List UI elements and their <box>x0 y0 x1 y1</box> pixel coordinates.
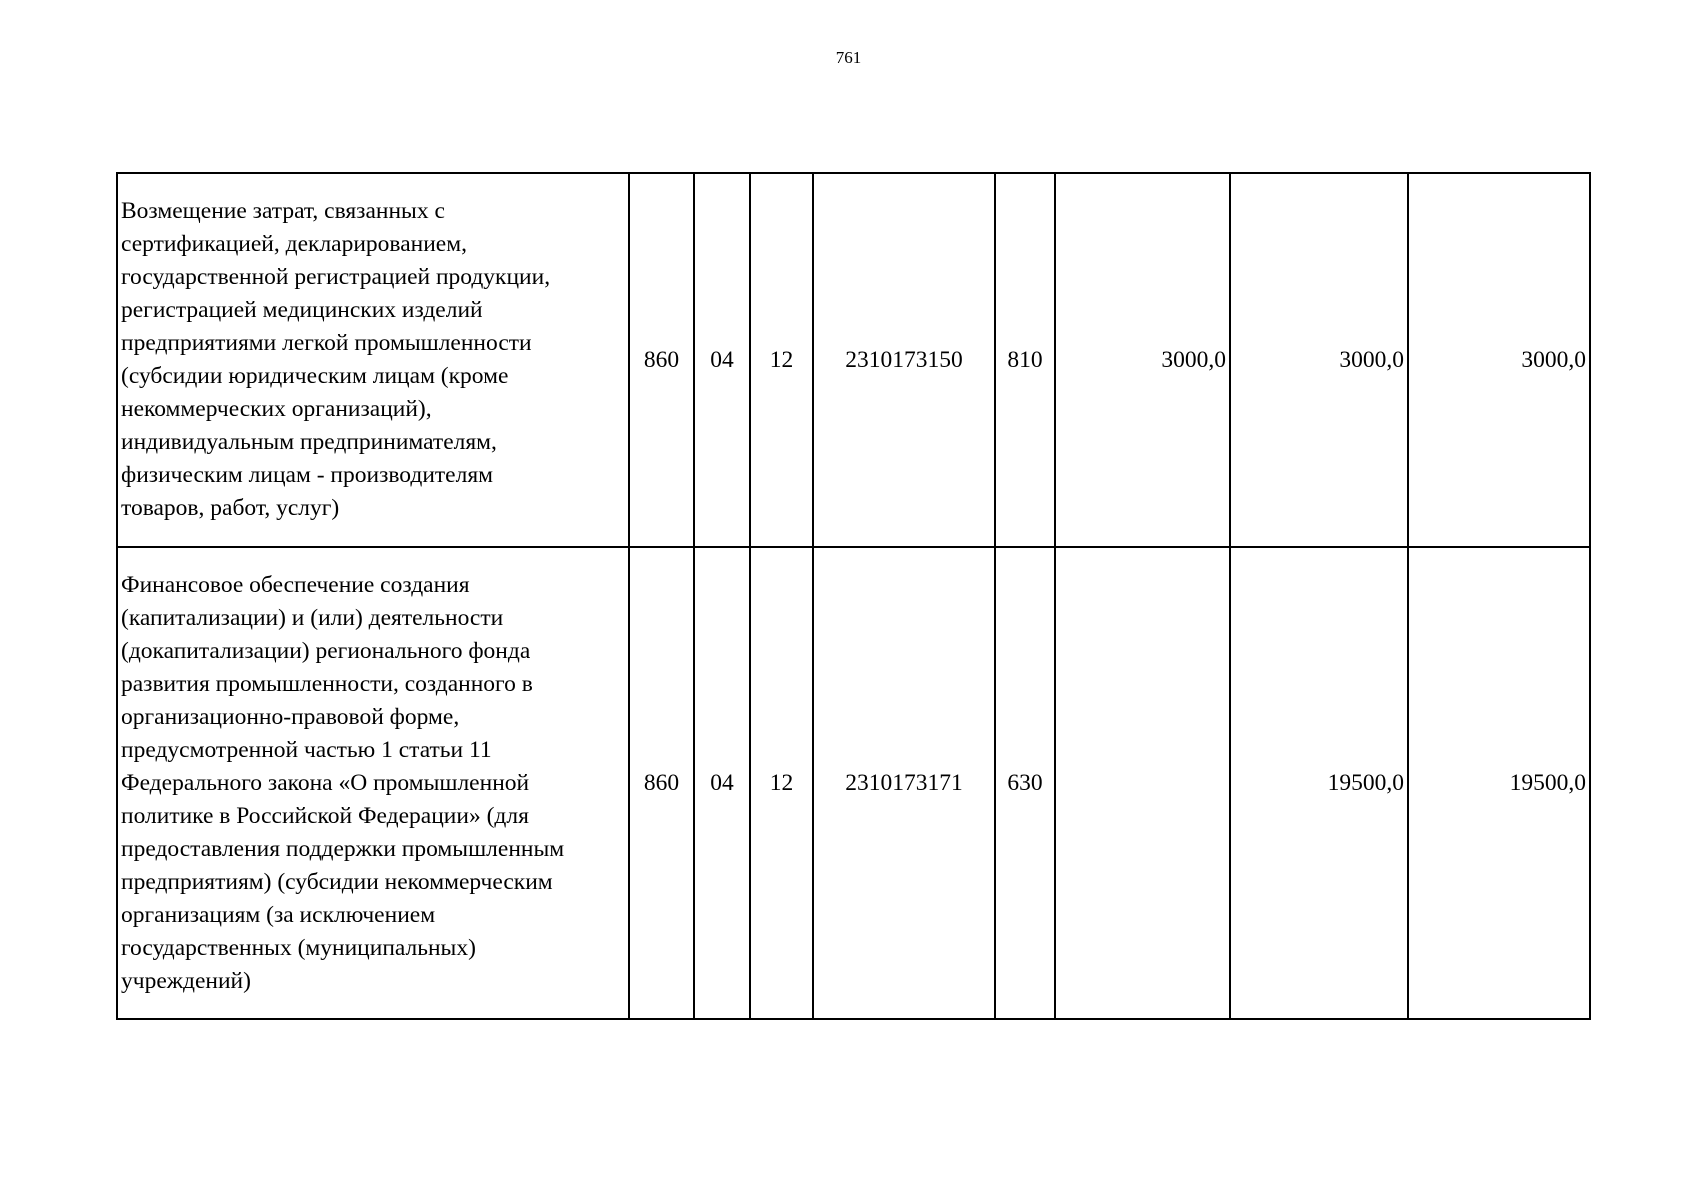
description-line: Финансовое обеспечение создания <box>121 571 470 598</box>
description-line: политике в Российской Федерации» (для <box>121 802 529 829</box>
amount-cell-2: 19500,0 <box>1230 547 1408 1019</box>
description-line: развития промышленности, созданного в <box>121 670 533 697</box>
description-line: некоммерческих организаций), <box>121 396 432 422</box>
amount-cell-1 <box>1055 547 1230 1019</box>
subsection-code-cell: 12 <box>750 173 813 547</box>
description-line: организациям (за исключением <box>121 901 436 928</box>
expense-type-code-cell: 810 <box>995 173 1055 547</box>
description-line: предприятиям) (субсидии некоммерческим <box>121 868 553 895</box>
target-article-code-cell: 2310173150 <box>813 173 995 547</box>
subsection-code-cell: 12 <box>750 547 813 1019</box>
amount-cell-3: 3000,0 <box>1408 173 1590 547</box>
description-line: (субсидии юридическим лицам (кроме <box>121 363 509 389</box>
table-row <box>117 173 1590 547</box>
page-number: 761 <box>835 48 862 67</box>
expense-type-code-cell: 630 <box>995 547 1055 1019</box>
description-line: государственных (муниципальных) <box>121 934 476 961</box>
ministry-code-cell: 860 <box>629 547 694 1019</box>
description-line: организационно-правовой форме, <box>121 703 460 730</box>
description-line: индивидуальным предпринимателям, <box>121 429 497 455</box>
amount-cell-1: 3000,0 <box>1055 173 1230 547</box>
description-line: товаров, работ, услуг) <box>121 495 340 521</box>
description-line: Возмещение затрат, связанных с <box>121 198 445 224</box>
description-line: предприятиями легкой промышленности <box>121 330 532 356</box>
description-line: сертификацией, декларированием, <box>121 231 467 257</box>
expense-description-cell <box>117 547 629 1019</box>
amount-cell-3: 19500,0 <box>1408 547 1590 1019</box>
amount-cell-2: 3000,0 <box>1230 173 1408 547</box>
description-line: предоставления поддержки промышленным <box>121 835 565 862</box>
description-line: предусмотренной частью 1 статьи 11 <box>121 736 492 763</box>
description-line: (капитализации) и (или) деятельности <box>121 604 504 631</box>
description-line: (докапитализации) регионального фонда <box>121 637 531 664</box>
expense-description-cell <box>117 173 629 547</box>
description-line: учреждений) <box>121 967 251 994</box>
target-article-code-cell: 2310173171 <box>813 547 995 1019</box>
budget-table <box>116 172 1591 1020</box>
description-line: Федерального закона «О промышленной <box>121 769 530 796</box>
section-code-cell: 04 <box>694 547 750 1019</box>
description-line: государственной регистрацией продукции, <box>121 264 551 290</box>
table-row <box>117 547 1590 1019</box>
description-line: физическим лицам - производителям <box>121 462 494 488</box>
section-code-cell: 04 <box>694 173 750 547</box>
description-line: регистрацией медицинских изделий <box>121 297 483 323</box>
ministry-code-cell: 860 <box>629 173 694 547</box>
